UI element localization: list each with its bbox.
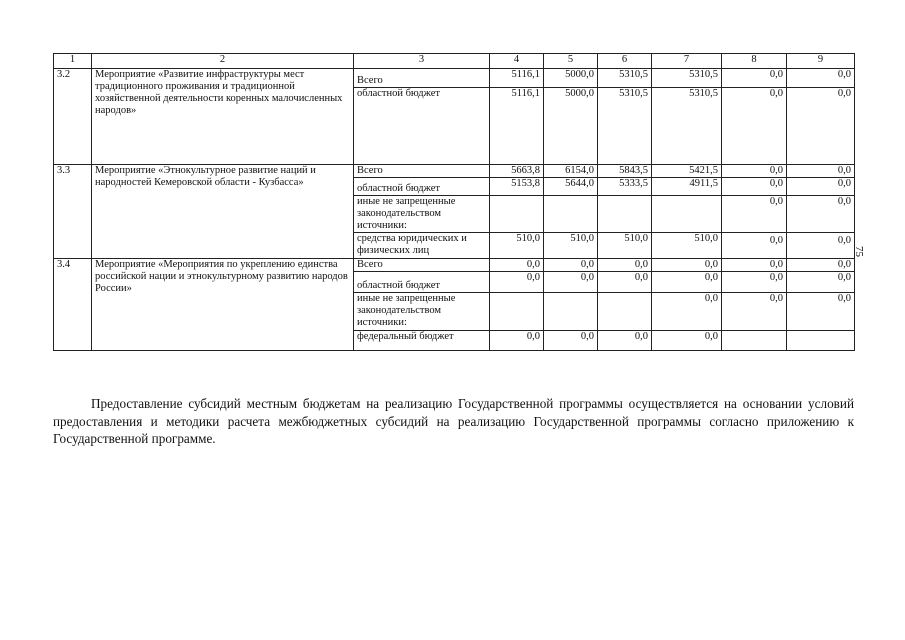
- table-row: [54, 165, 855, 178]
- row-number: 3.3: [54, 165, 92, 259]
- value-cell: [490, 293, 544, 331]
- value-cell: 5000,0: [544, 69, 598, 88]
- value-cell: 510,0: [544, 233, 598, 259]
- value-cell: 510,0: [490, 233, 544, 259]
- value-cell: 0,0: [722, 259, 787, 272]
- value-cell: 0,0: [722, 293, 787, 331]
- value-cell: 0,0: [787, 165, 855, 178]
- value-cell: 0,0: [722, 196, 787, 233]
- value-cell: 5310,5: [598, 88, 652, 165]
- value-cell: 0,0: [722, 69, 787, 88]
- table-row: [54, 69, 855, 88]
- header-cell: 6: [598, 54, 652, 69]
- value-cell: 0,0: [544, 259, 598, 272]
- value-cell: 0,0: [722, 233, 787, 259]
- value-cell: 0,0: [652, 272, 722, 293]
- value-cell: 0,0: [787, 293, 855, 331]
- header-cell: 7: [652, 54, 722, 69]
- value-cell: 0,0: [787, 233, 855, 259]
- value-cell: 0,0: [722, 165, 787, 178]
- value-cell: 0,0: [652, 259, 722, 272]
- measure-name: Мероприятие «Развитие инфраструктуры мест традиционного проживания и традиционной хозяйственной деятельности коренных малочисленных народов»: [92, 69, 354, 165]
- value-cell: [652, 196, 722, 233]
- value-cell: 0,0: [652, 293, 722, 331]
- value-cell: 5310,5: [652, 88, 722, 165]
- source-label: Всего: [354, 69, 490, 88]
- source-label: иные не запрещенные законодательством источники:: [354, 196, 490, 233]
- header-cell: 8: [722, 54, 787, 69]
- value-cell: 4911,5: [652, 178, 722, 196]
- source-label: областной бюджет: [354, 178, 490, 196]
- value-cell: 6154,0: [544, 165, 598, 178]
- value-cell: [544, 293, 598, 331]
- source-label: Всего: [354, 165, 490, 178]
- row-number: 3.2: [54, 69, 92, 165]
- header-cell: 3: [354, 54, 490, 69]
- value-cell: 0,0: [598, 272, 652, 293]
- page-number: 75: [853, 246, 865, 257]
- source-label: областной бюджет: [354, 88, 490, 165]
- value-cell: [722, 331, 787, 351]
- budget-table: [53, 53, 855, 351]
- value-cell: 0,0: [544, 331, 598, 351]
- source-label: Всего: [354, 259, 490, 272]
- measure-name: Мероприятие «Этнокультурное развитие наций и народностей Кемеровской области - Кузбасса»: [92, 165, 354, 259]
- value-cell: 0,0: [490, 259, 544, 272]
- value-cell: [544, 196, 598, 233]
- value-cell: [787, 331, 855, 351]
- value-cell: 0,0: [787, 196, 855, 233]
- value-cell: 5663,8: [490, 165, 544, 178]
- value-cell: 5333,5: [598, 178, 652, 196]
- value-cell: 0,0: [787, 69, 855, 88]
- header-cell: 1: [54, 54, 92, 69]
- value-cell: 5153,8: [490, 178, 544, 196]
- value-cell: 0,0: [787, 272, 855, 293]
- value-cell: 0,0: [544, 272, 598, 293]
- value-cell: 0,0: [722, 178, 787, 196]
- value-cell: [598, 293, 652, 331]
- source-label: федеральный бюджет: [354, 331, 490, 351]
- value-cell: 5310,5: [598, 69, 652, 88]
- value-cell: 0,0: [722, 88, 787, 165]
- value-cell: 0,0: [787, 178, 855, 196]
- value-cell: 0,0: [490, 272, 544, 293]
- value-cell: [490, 196, 544, 233]
- value-cell: 5644,0: [544, 178, 598, 196]
- value-cell: [598, 196, 652, 233]
- measure-name: Мероприятие «Мероприятия по укреплению единства российской нации и этнокультурному развитию народов России»: [92, 259, 354, 351]
- value-cell: 510,0: [652, 233, 722, 259]
- value-cell: 0,0: [787, 88, 855, 165]
- value-cell: 0,0: [722, 272, 787, 293]
- row-number: 3.4: [54, 259, 92, 351]
- value-cell: 0,0: [598, 259, 652, 272]
- value-cell: 0,0: [490, 331, 544, 351]
- value-cell: 5310,5: [652, 69, 722, 88]
- source-label: средства юридических и физических лиц: [354, 233, 490, 259]
- header-cell: 4: [490, 54, 544, 69]
- header-cell: 5: [544, 54, 598, 69]
- header-cell: 9: [787, 54, 855, 69]
- value-cell: 0,0: [598, 331, 652, 351]
- value-cell: 510,0: [598, 233, 652, 259]
- header-row: [54, 54, 855, 69]
- header-cell: 2: [92, 54, 354, 69]
- value-cell: 0,0: [652, 331, 722, 351]
- value-cell: 5843,5: [598, 165, 652, 178]
- value-cell: 5421,5: [652, 165, 722, 178]
- value-cell: 5000,0: [544, 88, 598, 165]
- source-label: областной бюджет: [354, 272, 490, 293]
- source-label: иные не запрещенные законодательством источники:: [354, 293, 490, 331]
- value-cell: 5116,1: [490, 88, 544, 165]
- body-paragraph: Предоставление субсидий местным бюджетам на реализацию Государственной программы осуществляется на основании условий предоставления и методики расчета межбюджетных субсидий на реализацию Государственной программы согласно приложению к Государственной программе.: [53, 396, 854, 447]
- value-cell: 5116,1: [490, 69, 544, 88]
- table-row: [54, 259, 855, 272]
- value-cell: 0,0: [787, 259, 855, 272]
